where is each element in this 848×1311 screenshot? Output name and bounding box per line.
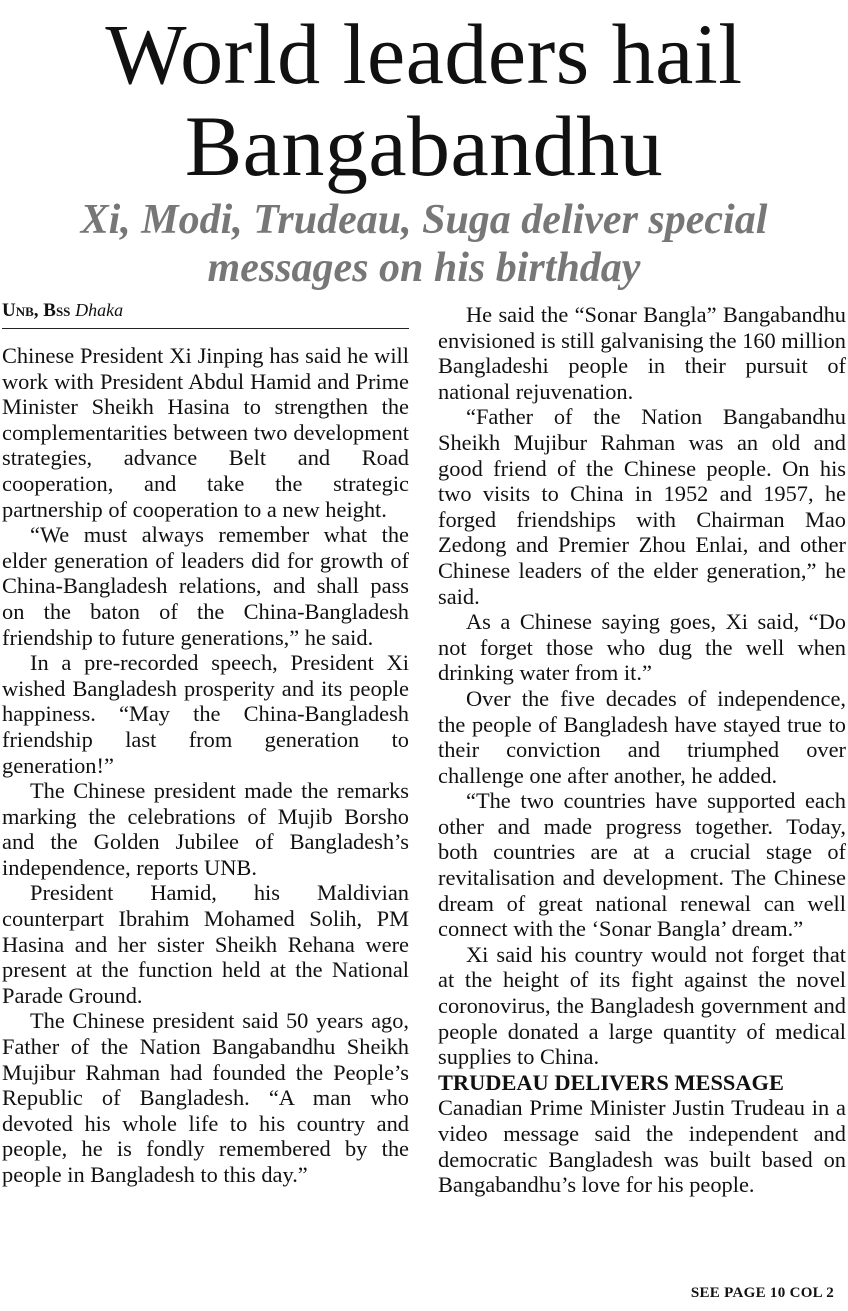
- byline-agencies: Unb, Bss: [2, 300, 71, 321]
- paragraph: The Chinese president made the remarks marking the celebrations of Mujib Borsho and the Golden Jubilee of Bangladesh’s independence, reports UNB.: [2, 778, 409, 880]
- byline-location: Dhaka: [75, 300, 124, 320]
- paragraph: The Chinese president said 50 years ago, Father of the Nation Bangabandhu Sheikh Mujibur Rahman had founded the People’s Republic of Bangladesh. “A man who devoted his whole life to his country and people, he is fondly remembered by the people in Bangladesh to this day.”: [2, 1008, 409, 1187]
- paragraph: President Hamid, his Maldivian counterpart Ibrahim Mohamed Solih, PM Hasina and her sister Sheikh Rehana were present at the function held at the National Parade Ground.: [2, 880, 409, 1008]
- section-subheading: TRUDEAU DELIVERS MESSAGE: [438, 1069, 784, 1095]
- byline: [2, 300, 123, 322]
- subheadline-line-1: Xi, Modi, Trudeau, Suga deliver special: [80, 197, 768, 243]
- continuation-note: SEE PAGE 10 COL 2: [690, 1285, 834, 1301]
- paragraph: “The two countries have supported each other and made progress together. Today, both countries are at a crucial stage of revitalisation and development. The Chinese dream of great national renewal can well connect with the ‘Sonar Bangla’ dream.”: [438, 788, 846, 942]
- paragraph: He said the “Sonar Bangla” Bangabandhu envisioned is still galvanising the 160 million Bangladeshi people in their pursuit of national rejuvenation.: [438, 302, 846, 404]
- paragraph: Canadian Prime Minister Justin Trudeau in a video message said the independent and democratic Bangladesh was built based on Bangabandhu’s love for his people.: [438, 1095, 846, 1198]
- headline-line-1: World leaders hail: [105, 6, 743, 102]
- paragraph: “Father of the Nation Bangabandhu Sheikh Mujibur Rahman was an old and good friend of the Chinese people. On his two visits to China in 1952 and 1957, he forged friendships with Chairman Mao Zedong and Premier Zhou Enlai, and other Chinese leaders of the elder generation,” he said.: [438, 404, 846, 609]
- article-column-1: [2, 343, 409, 1188]
- article-column-2: [438, 302, 846, 1198]
- paragraph: “We must always remember what the elder generation of leaders did for growth of China-Bangladesh relations, and shall pass on the baton of the China-Bangladesh friendship to future generations,” he said.: [2, 522, 409, 650]
- headline: [0, 8, 848, 192]
- paragraph: As a Chinese saying goes, Xi said, “Do not forget those who dug the well when drinking water from it.”: [438, 609, 846, 686]
- paragraph: Xi said his country would not forget that at the height of its fight against the novel coronovirus, the Bangladesh government and people donated a large quantity of medical supplies to China.: [438, 941, 846, 1070]
- headline-line-2: Bangabandhu: [184, 98, 664, 194]
- paragraph: Chinese President Xi Jinping has said he will work with President Abdul Hamid and Prime Minister Sheikh Hasina to strengthen the complementarities between two development strategies, advance Belt and Road cooperation, and take the strategic partnership of cooperation to a new height.: [2, 343, 409, 522]
- subheadline: [0, 196, 848, 292]
- subheadline-line-2: messages on his birthday: [207, 245, 641, 291]
- byline-rule: [2, 328, 409, 329]
- paragraph: Over the five decades of independence, the people of Bangladesh have stayed true to their conviction and triumphed over challenge one after another, he added.: [438, 685, 846, 788]
- paragraph: In a pre-recorded speech, President Xi wished Bangladesh prosperity and its people happiness. “May the China-Bangladesh friendship last from generation to generation!”: [2, 650, 409, 778]
